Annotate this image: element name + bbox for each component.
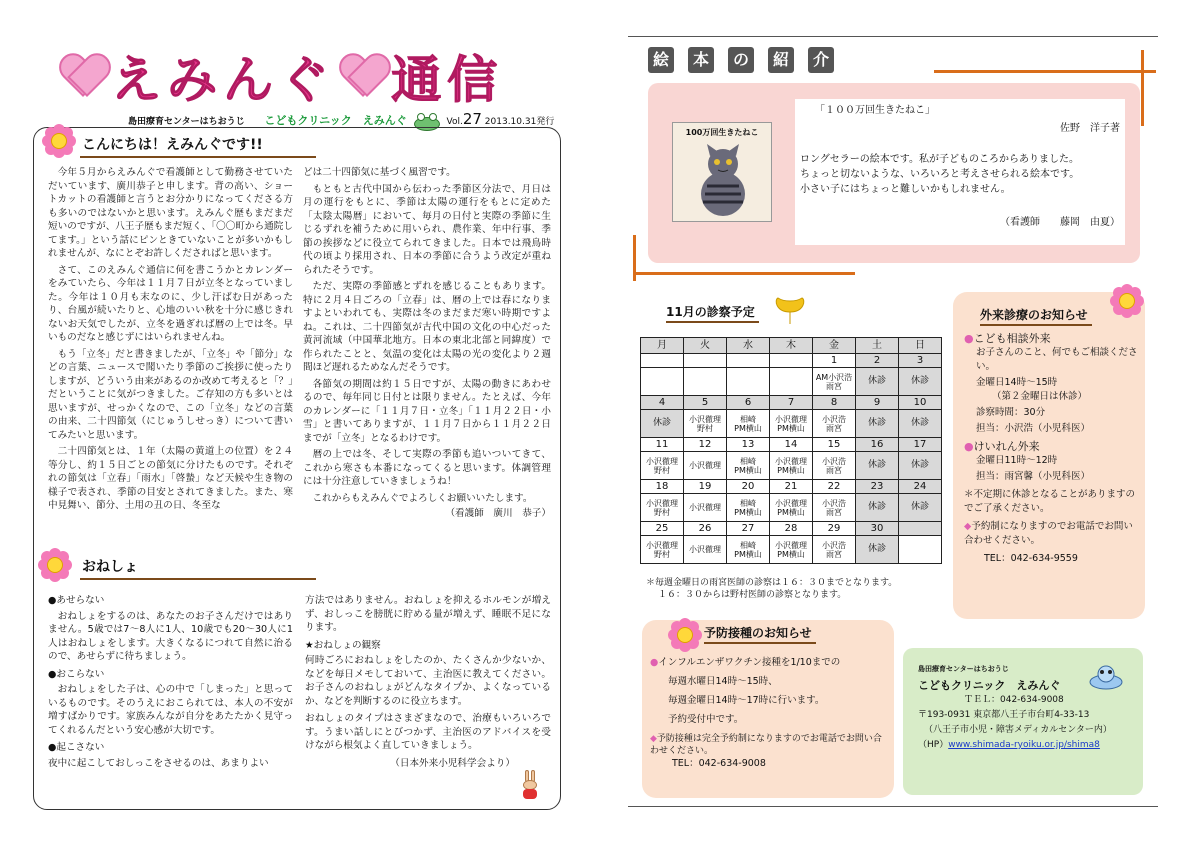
oneshou-column-2: [305, 594, 551, 770]
doctor-cell: 小沢徹理: [684, 452, 727, 480]
date-cell: 7: [770, 396, 813, 410]
hp-label: （HP）: [918, 740, 949, 750]
table-row: [641, 536, 942, 564]
doctor-cell: 休診: [856, 368, 899, 396]
date-cell: [641, 354, 684, 368]
doctor-cell: 小沢徹理 野村: [641, 452, 684, 480]
day-header: 金: [813, 338, 856, 354]
doctor-cell: 小沢徹理 PM横山: [770, 536, 813, 564]
date-cell: 4: [641, 396, 684, 410]
date-cell: 6: [727, 396, 770, 410]
day-header: 木: [770, 338, 813, 354]
date-cell: 23: [856, 480, 899, 494]
day-header: 土: [856, 338, 899, 354]
heading-tile: 絵: [648, 47, 674, 73]
clinic-address: 〒193-0931 東京都八王子市台町4-33-13: [918, 710, 1090, 720]
info-line: 担当：雨宮馨（小児科医）: [976, 471, 1091, 482]
info-line: 診察時間：30分: [976, 407, 1046, 418]
paragraph: もう「立冬」だと書きましたが、「立冬」や「節分」などの言葉、ニュースで聞いたり季節のご挨拶に使ったりしますが、どういう由来があるのか改めて考えると「？」だということに気がつきました。ご存知の方も多いとは思いますが、せっかくなので、この「立冬」などの言葉の由来、二十四節気（にじゅうしせっき）について書いてみたいと思います。: [48, 348, 293, 441]
clinic-name: こどもクリニック えみんぐ: [918, 679, 1061, 692]
table-row: [641, 410, 942, 438]
ginkgo-leaf-icon: [772, 296, 808, 326]
cat-illustration-icon: [673, 138, 771, 218]
doctor-cell: 小沢徹理 野村: [684, 410, 727, 438]
doctor-cell: [641, 368, 684, 396]
date-cell: [727, 354, 770, 368]
paragraph: おねしょをするのは、あなたのお子さんだけではありません。5歳では7～8人に1人、10歳でも20～30人に1人はおねしょをします。大きくなるにつれて自然に治るので、あせらずに待ちましょう。: [48, 610, 293, 662]
page-divider: [628, 806, 1158, 807]
table-row: [641, 396, 942, 410]
heart-icon: [60, 55, 106, 97]
ehon-heading: [648, 47, 848, 73]
date-cell: 8: [813, 396, 856, 410]
date-cell: [770, 354, 813, 368]
subheading: ●おこらない: [48, 668, 105, 680]
doctor-cell: 休診: [641, 410, 684, 438]
flower-icon: [1110, 284, 1144, 318]
flower-icon: [668, 618, 702, 652]
doctor-cell: 小沢浩 雨宮: [813, 494, 856, 522]
doctor-cell: 小沢徹理: [684, 494, 727, 522]
outpatient-tel: TEL：042-634-9559: [984, 553, 1078, 564]
paragraph: 夜中に起こしておしっこをさせるのは、あまりよい: [48, 757, 269, 769]
date-cell: 12: [684, 438, 727, 452]
info-line: 毎週金曜日14時～17時に行います。: [668, 695, 825, 706]
book-author: 佐野 洋子著: [1060, 123, 1120, 134]
date-cell: 14: [770, 438, 813, 452]
paragraph: 二十四節気とは、１年（太陽の黄道上の位置）を２４等分し、約１５日ごとの節気に分けたものです。それぞれの節気は「立春」「雨水」「啓蟄」など天候や生き物の様子で表され、季節の目安とされてきました。また、寒中見舞い、節分、土用の丑の日、冬至な: [48, 446, 293, 511]
doctor-cell: 小沢徹理: [684, 536, 727, 564]
paragraph: ただ、実際の季節感とずれを感じることもあります。特に２月４日ごろの「立春」は、暦の上では春になりますよといわれても、実際は冬のまだまだ寒い時期ですよね。これは、二十四節気が古代中国の文化の中心だった黄河流域（中国華北地方。日本の東北北部と同緯度）で作られたことと、気温の変化は太陽の光の変化より２週間ほど遅れるためなんだそうです。: [303, 281, 551, 373]
doctor-cell: [770, 368, 813, 396]
book-cover-title: 100万回生きたねこ: [685, 128, 759, 137]
date-cell: [684, 354, 727, 368]
paragraph: さて、このえみんぐ通信に何を書こうかとカレンダーをみていたら、今年は１１月７日が立冬となっていました。今年は１０月も末なのに、少し汗ばむ日があったり、台風が続いたりと、心地のいい秋を十分に感じきれないお天気でしたが、立冬を過ぎれば暦の上では冬。早いものだなと感じずにはいられませんね。: [48, 264, 293, 343]
date-cell: 17: [899, 438, 942, 452]
info-line: ＊不定期に休診となることがありますのでご了承ください。: [964, 489, 1136, 514]
issue-date: 2013.10.31発行: [484, 117, 555, 127]
table-row: [641, 522, 942, 536]
date-cell: 5: [684, 396, 727, 410]
heading-tile: の: [728, 47, 754, 73]
schedule-title: 11月の診察予定: [666, 303, 759, 323]
masthead: [60, 40, 560, 109]
date-cell: 24: [899, 480, 942, 494]
clinic-tel: ＴＥＬ：042-634-9008: [964, 695, 1064, 705]
oneshou-column-1: [48, 594, 293, 770]
greeting-signature: （看護師 廣川 恭子）: [445, 508, 551, 519]
service-title: けいれん外来: [973, 440, 1040, 453]
masthead-title-b: 通信: [391, 51, 504, 109]
doctor-cell: 小沢浩 雨宮: [813, 536, 856, 564]
doctor-cell: 小沢浩 雨宮: [813, 410, 856, 438]
date-cell: 25: [641, 522, 684, 536]
schedule-notes: [646, 577, 897, 601]
day-header: 火: [684, 338, 727, 354]
doctor-cell: 相崎 PM横山: [727, 410, 770, 438]
schedule-note: １６：３０からは野村医師の診察となります。: [658, 590, 847, 600]
date-cell: 20: [727, 480, 770, 494]
day-header: 水: [727, 338, 770, 354]
clinic-name: こどもクリニック えみんぐ: [264, 114, 407, 127]
info-line: 予防接種は完全予約制になりますのでお電話でお問い合わせください。: [650, 734, 882, 756]
frog-mascot-icon: [1088, 664, 1124, 690]
rabbit-icon: [520, 770, 540, 800]
date-cell: 27: [727, 522, 770, 536]
doctor-cell: 休診: [899, 452, 942, 480]
info-line: お子さんのこと、何でもご相談ください。: [976, 347, 1138, 372]
info-line: 金曜日11時～12時: [976, 455, 1058, 466]
schedule-note: ＊毎週金曜日の雨宮医師の診察は１６：３０までとなります。: [646, 578, 898, 588]
date-cell: 3: [899, 354, 942, 368]
table-row: [641, 354, 942, 368]
date-cell: 29: [813, 522, 856, 536]
greeting-heading: こんにちは！えみんぐです!!: [80, 134, 316, 158]
heading-tile: 紹: [768, 47, 794, 73]
clinic-website-link[interactable]: www.shimada-ryoiku.or.jp/shima8: [948, 740, 1100, 750]
doctor-cell: 相崎 PM横山: [727, 494, 770, 522]
doctor-cell: 休診: [899, 410, 942, 438]
paragraph: これからもえみんぐでよろしくお願いいたします。: [312, 492, 533, 504]
doctor-cell: 小沢徹理 野村: [641, 494, 684, 522]
table-row: [641, 452, 942, 480]
paragraph: どは二十四節気に基づく風習です。: [303, 167, 456, 178]
paragraph: 何時ごろにおねしょをしたのか、たくさんか少ないか、などを毎日メモしておいて、主治医に教えてください。お子さんのおねしょがどんなタイプか、よくなっているか、などを判断するのに役立ちます。: [305, 655, 551, 707]
outpatient-body: ●こども相談外来 お子さんのこと、何でもご相談ください。 金曜日14時～15時 （第２金曜日は休診） 診察時間：30分 担当：小沢浩（小児科医） ●けいれん外来 金曜日11時～12時 担当：雨宮馨（小児科医） ＊不定期に休診となることがありますのでご了承ください。 ◆予約制になりますのでお電話でお問い合わせください。 TEL：042-634-9559: [964, 332, 1140, 566]
table-row: [641, 480, 942, 494]
decor-line: [633, 235, 636, 281]
doctor-cell: 小沢徹理 PM横山: [770, 410, 813, 438]
info-line: 金曜日14時～15時: [976, 377, 1058, 388]
oneshou-heading: おねしょ: [80, 556, 316, 580]
date-cell: 21: [770, 480, 813, 494]
doctor-cell: 小沢浩 雨宮: [813, 452, 856, 480]
decor-line: [1141, 50, 1144, 126]
oneshou-source: （日本外来小児科学会より）: [390, 757, 515, 769]
doctor-cell: 休診: [899, 368, 942, 396]
service-title: こども相談外来: [973, 332, 1051, 345]
clinic-address-2: （八王子市小児・障害メディカルセンター内）: [924, 725, 1112, 735]
info-line: 毎週水曜日14時～15時、: [668, 676, 778, 687]
doctor-cell: [684, 368, 727, 396]
desc-line: ちょっと切ないような、いろいろと考えさせられる絵本です。: [800, 169, 1080, 180]
ehon-signature: （看護師 藤岡 由夏）: [1000, 217, 1120, 228]
outpatient-heading: 外来診療のお知らせ: [980, 306, 1092, 326]
org-name: 島田療育センターはちおうじ: [128, 117, 245, 127]
paragraph: 方法ではありません。おねしょを抑えるホルモンが増えず、おしっこを膀胱に貯める量が増えず、睡眠不足になります。: [305, 595, 551, 633]
date-cell: 22: [813, 480, 856, 494]
date-cell: 11: [641, 438, 684, 452]
table-row: [641, 368, 942, 396]
day-header: 日: [899, 338, 942, 354]
paragraph: 暦の上では冬、そして実際の季節も追いついてきて、これから寒さも本番になってくると思います。体調管理には十分注意していきましょうね！: [303, 449, 551, 487]
book-title: 「１００万回生きたねこ」: [815, 105, 935, 116]
info-line: 予約制になりますのでお電話でお問い合わせください。: [964, 521, 1133, 546]
doctor-cell: 休診: [856, 452, 899, 480]
info-line: 予約受付中です。: [668, 714, 744, 725]
subheading: ●あせらない: [48, 595, 105, 606]
doctor-cell: 相崎 PM横山: [727, 452, 770, 480]
date-cell: 1: [813, 354, 856, 368]
doctor-cell: [727, 368, 770, 396]
table-row: [641, 338, 942, 354]
paragraph: もともと古代中国から伝わった季節区分法で、月日は月の運行をもとに、季節は太陽の運行をもとに定めた「太陰太陽暦」において、毎月の日付と実際の季節に生じるずれを補うために用いられ、農作業、年中行事、季節の挨拶などに役立てられてきました。日本では飛鳥時代の頃より採用され、日本の季節に合うよう改定が重ねられたそうです。: [303, 183, 551, 276]
flower-icon: [38, 548, 72, 582]
doctor-cell: 小沢徹理 PM横山: [770, 494, 813, 522]
doctor-cell: 休診: [899, 494, 942, 522]
paragraph: おねしょをした子は、心の中で「しまった」と思っているものです。そのうえにおこられては、本人の不安が増すばかりです。家族みんなが自分をあたたかく見守ってくれるんだという安心感が大切です。: [48, 684, 293, 736]
doctor-cell: 休診: [856, 494, 899, 522]
desc-line: ロングセラーの絵本です。私が子どものころからありました。: [800, 154, 1079, 165]
heart-icon: [340, 55, 386, 97]
date-cell: 10: [899, 396, 942, 410]
page-divider: [628, 36, 1158, 37]
flower-icon: [42, 124, 76, 158]
info-line: インフルエンザワクチン接種を1/10までの: [658, 657, 841, 668]
subheading: ★おねしょの観察: [305, 639, 381, 651]
info-line: 担当：小沢浩（小児科医）: [976, 423, 1091, 434]
doctor-cell: 相崎 PM横山: [727, 536, 770, 564]
date-cell: 16: [856, 438, 899, 452]
date-cell: 2: [856, 354, 899, 368]
date-cell: 15: [813, 438, 856, 452]
greeting-column-2: [303, 166, 551, 521]
subheading: ●起こさない: [48, 742, 105, 753]
heading-tile: 介: [808, 47, 834, 73]
table-row: [641, 438, 942, 452]
date-cell: 9: [856, 396, 899, 410]
paragraph: 今年５月からえみんぐで看護師として勤務させていただいています、廣川恭子と申します。背の高い、ショートカットの看護師と言うとお分かりになってくださる方も多いのではないかと思います。えみんぐ歴もまだまだ短いのですが、八王子歴もまだ短く、「〇〇町から通院してます。」という話にピンときていないことが多いかもしれませんが、なにとぞお許しくださればと思います。: [48, 167, 293, 259]
heading-tile: 本: [688, 47, 714, 73]
vaccine-body: ●インフルエンザワクチン接種を1/10までの 毎週水曜日14時～15時、 毎週金曜日14時～17時に行います。 予約受付中です。 ◆予防接種は完全予約制になりますのでお電話でお問い合わせください。 TEL：042-634-9008: [650, 656, 890, 771]
vaccine-tel: TEL：042-634-9008: [672, 758, 766, 769]
greeting-column-1: [48, 166, 293, 513]
vaccine-heading: 予防接種のお知らせ: [704, 624, 816, 644]
info-line: （第２金曜日は休診）: [992, 391, 1088, 402]
date-cell: 26: [684, 522, 727, 536]
doctor-cell: 休診: [856, 410, 899, 438]
doctor-cell: 小沢徹理 野村: [641, 536, 684, 564]
decor-line: [633, 272, 855, 275]
book-description: [800, 152, 1125, 197]
paragraph: おねしょのタイプはさまざまなので、治療もいろいろです。うまい話しにとびつかず、主治医のアドバイスを受けながら根気よく直していきましょう。: [305, 713, 551, 751]
day-header: 月: [641, 338, 684, 354]
date-cell: 30: [856, 522, 899, 536]
paragraph: 各節気の期間は約１５日ですが、太陽の動きにあわせるので、毎年同じ日付とは限りません。たとえば、今年のカレンダーに「１１月７日・立冬」「１１月２２日・小雪」と書いてありますが、１１月７日から１１月２２日までが「立冬」となるわけです。: [303, 378, 551, 444]
date-cell: 28: [770, 522, 813, 536]
decor-line: [934, 70, 1156, 73]
schedule-table: [640, 337, 942, 564]
date-cell: [899, 522, 942, 536]
date-cell: 18: [641, 480, 684, 494]
vol-number: 27: [462, 110, 482, 128]
desc-line: 小さい子にはちょっと難しいかもしれません。: [800, 184, 1011, 195]
date-cell: 13: [727, 438, 770, 452]
doctor-cell: 小沢徹理 PM横山: [770, 452, 813, 480]
doctor-cell: AM小沢浩 雨宮: [813, 368, 856, 396]
doctor-cell: [899, 536, 942, 564]
date-cell: 19: [684, 480, 727, 494]
doctor-cell: 休診: [856, 536, 899, 564]
clinic-org: 島田療育センターはちおうじ: [918, 665, 1009, 673]
vol-label: Vol.: [446, 117, 463, 127]
book-cover: [672, 122, 772, 222]
masthead-title-a: えみんぐ: [111, 51, 336, 109]
table-row: [641, 494, 942, 522]
